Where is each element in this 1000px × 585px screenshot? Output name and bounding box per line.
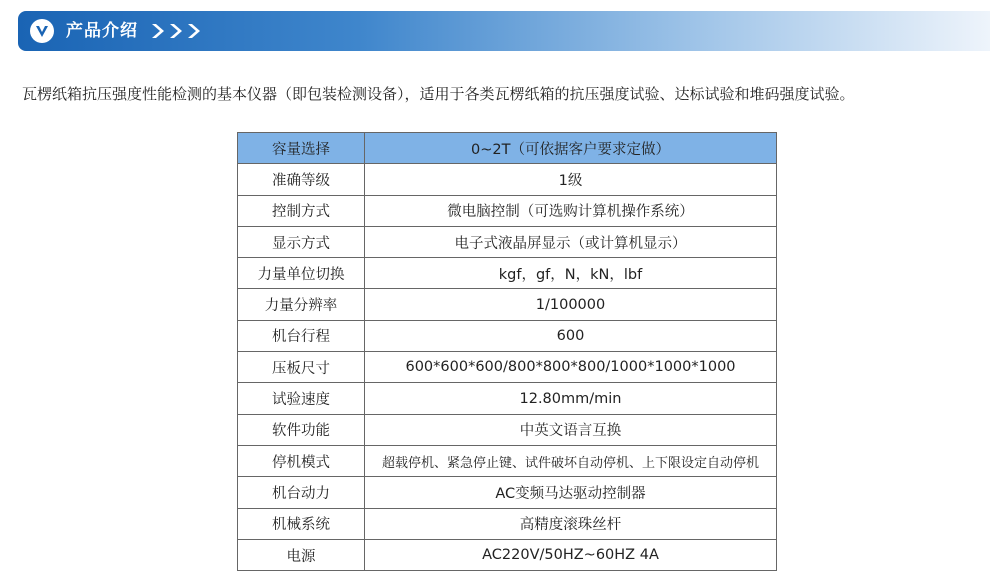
spec-label: 试验速度 [238, 383, 365, 414]
spec-value: 0~2T（可依据客户要求定做） [365, 133, 777, 164]
table-row [238, 289, 777, 320]
spec-label: 准确等级 [238, 164, 365, 195]
spec-value: 高精度滚珠丝杆 [365, 508, 777, 539]
table-row [238, 352, 777, 383]
spec-value: 微电脑控制（可选购计算机操作系统） [365, 195, 777, 226]
table-row [238, 133, 777, 164]
spec-value: 600*600*600/800*800*800/1000*1000*1000 [365, 352, 777, 383]
spec-value: 1级 [365, 164, 777, 195]
spec-value: 超载停机、紧急停止键、试件破坏自动停机、上下限设定自动停机 [365, 445, 777, 476]
table-row [238, 320, 777, 351]
spec-label: 力量单位切换 [238, 258, 365, 289]
spec-label: 机台动力 [238, 477, 365, 508]
v-badge-icon [30, 19, 54, 43]
table-row [238, 477, 777, 508]
table-row [238, 164, 777, 195]
spec-value: kgf，gf，N，kN，lbf [365, 258, 777, 289]
section-title: 产品介绍 [66, 21, 138, 41]
table-row [238, 445, 777, 476]
spec-label: 电源 [238, 539, 365, 570]
table-row [238, 195, 777, 226]
table-row [238, 258, 777, 289]
spec-label: 软件功能 [238, 414, 365, 445]
chevrons-icon [150, 21, 210, 41]
table-row [238, 539, 777, 570]
spec-label: 机械系统 [238, 508, 365, 539]
table-row [238, 414, 777, 445]
spec-value: 电子式液晶屏显示（或计算机显示） [365, 226, 777, 257]
spec-value: AC220V/50HZ~60HZ 4A [365, 539, 777, 570]
spec-value: AC变频马达驱动控制器 [365, 477, 777, 508]
spec-table [237, 132, 777, 571]
spec-label: 力量分辨率 [238, 289, 365, 320]
spec-value: 12.80mm/min [365, 383, 777, 414]
spec-label: 显示方式 [238, 226, 365, 257]
intro-paragraph: 瓦楞纸箱抗压强度性能检测的基本仪器（即包装检测设备），适用于各类瓦楞纸箱的抗压强度试验、达标试验和堆码强度试验。 [22, 85, 855, 103]
spec-value: 中英文语言互换 [365, 414, 777, 445]
table-row [238, 508, 777, 539]
spec-label: 机台行程 [238, 320, 365, 351]
spec-label: 压板尺寸 [238, 352, 365, 383]
spec-value: 600 [365, 320, 777, 351]
spec-label: 容量选择 [238, 133, 365, 164]
spec-label: 停机模式 [238, 445, 365, 476]
table-row [238, 383, 777, 414]
section-header-bar [18, 11, 990, 51]
spec-label: 控制方式 [238, 195, 365, 226]
table-row [238, 226, 777, 257]
spec-value: 1/100000 [365, 289, 777, 320]
